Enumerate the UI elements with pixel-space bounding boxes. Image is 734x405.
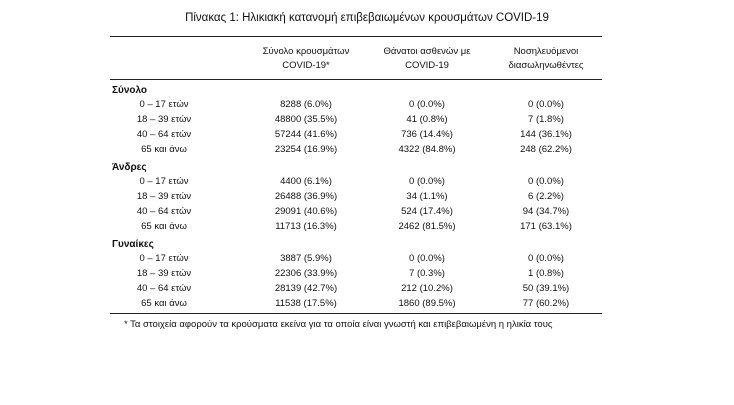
table-row: [110, 189, 602, 204]
age-group-label: 0 – 17 ετών: [139, 176, 189, 187]
footnote: * Τα στοιχεία αφορούν τα κρούσματα εκείνα για τα οποία είναι γνωστή και επιβεβαιωμένη η ηλικία τους: [124, 319, 553, 330]
age-group-label: 40 – 64 ετών: [136, 129, 192, 140]
intubated-cell: 94 (34.7%): [522, 206, 570, 217]
cases-cell: 23254 (16.9%): [274, 144, 338, 155]
header-intubated: Νοσηλευόμενοι διασωληνωθέντες: [508, 46, 584, 71]
section-title: Άνδρες: [112, 162, 147, 173]
age-group-label: 65 και άνω: [141, 144, 187, 155]
age-group-label: 40 – 64 ετών: [136, 206, 192, 217]
deaths-cell: 41 (0.8%): [406, 114, 448, 125]
table-row: [110, 142, 602, 157]
deaths-cell: 1860 (89.5%): [398, 298, 456, 309]
cases-cell: 28139 (42.7%): [274, 283, 338, 294]
header-total-cases: Σύνολο κρουσμάτων COVID-19*: [262, 46, 350, 71]
table-row: [110, 112, 602, 127]
table-row: [110, 281, 602, 296]
deaths-cell: 0 (0.0%): [409, 253, 445, 264]
deaths-cell: 0 (0.0%): [409, 176, 445, 187]
section-title: Σύνολο: [112, 85, 148, 96]
cases-cell: 8288 (6.0%): [280, 99, 332, 110]
age-group-label: 18 – 39 ετών: [136, 268, 192, 279]
table-row: [110, 174, 602, 189]
cases-cell: 26488 (36.9%): [274, 191, 338, 202]
table-section: [110, 84, 602, 157]
cases-cell: 4400 (6.1%): [280, 176, 332, 187]
intubated-cell: 1 (0.8%): [528, 268, 564, 279]
deaths-cell: 736 (14.4%): [401, 129, 453, 140]
intubated-cell: 6 (2.2%): [528, 191, 564, 202]
intubated-cell: 171 (63.1%): [520, 221, 572, 232]
cases-cell: 29091 (40.6%): [274, 206, 338, 217]
intubated-cell: 0 (0.0%): [528, 176, 564, 187]
deaths-cell: 7 (0.3%): [409, 268, 445, 279]
section-title: Γυναίκες: [112, 239, 154, 250]
cases-cell: 22306 (33.9%): [274, 268, 338, 279]
table-bottom-rule: [110, 313, 602, 314]
age-group-label: 18 – 39 ετών: [136, 191, 192, 202]
intubated-cell: 7 (1.8%): [528, 114, 564, 125]
deaths-cell: 4322 (84.8%): [398, 144, 456, 155]
table-row: [110, 204, 602, 219]
table-header: [110, 36, 602, 80]
table-row: [110, 219, 602, 234]
header-deaths: Θάνατοι ασθενών με COVID-19: [383, 46, 471, 71]
age-group-label: 18 – 39 ετών: [136, 114, 192, 125]
cases-cell: 11538 (17.5%): [275, 298, 337, 309]
table-row: [110, 97, 602, 112]
intubated-cell: 144 (36.1%): [520, 129, 572, 140]
deaths-cell: 34 (1.1%): [406, 191, 448, 202]
age-group-label: 65 και άνω: [141, 221, 187, 232]
cases-cell: 11713 (16.3%): [275, 221, 337, 232]
table-row: [110, 251, 602, 266]
deaths-cell: 0 (0.0%): [409, 99, 445, 110]
deaths-cell: 524 (17.4%): [401, 206, 453, 217]
cases-cell: 57244 (41.6%): [274, 129, 338, 140]
intubated-cell: 50 (39.1%): [522, 283, 570, 294]
table-row: [110, 266, 602, 281]
page-title: Πίνακας 1: Ηλικιακή κατανομή επιβεβαιωμένων κρουσμάτων COVID-19: [185, 12, 549, 24]
intubated-cell: 0 (0.0%): [528, 99, 564, 110]
cases-cell: 3887 (5.9%): [280, 253, 332, 264]
age-group-label: 40 – 64 ετών: [136, 283, 192, 294]
age-group-label: 0 – 17 ετών: [139, 253, 189, 264]
age-group-label: 65 και άνω: [141, 298, 187, 309]
intubated-cell: 0 (0.0%): [528, 253, 564, 264]
age-distribution-table: [110, 36, 602, 314]
age-group-label: 0 – 17 ετών: [139, 99, 189, 110]
cases-cell: 48800 (35.5%): [274, 114, 338, 125]
table-row: [110, 296, 602, 311]
deaths-cell: 2462 (81.5%): [398, 221, 456, 232]
deaths-cell: 212 (10.2%): [401, 283, 453, 294]
intubated-cell: 77 (60.2%): [522, 298, 570, 309]
table-row: [110, 127, 602, 142]
table-section: [110, 238, 602, 311]
table-section: [110, 161, 602, 234]
intubated-cell: 248 (62.2%): [520, 144, 572, 155]
table-body: [110, 84, 602, 311]
